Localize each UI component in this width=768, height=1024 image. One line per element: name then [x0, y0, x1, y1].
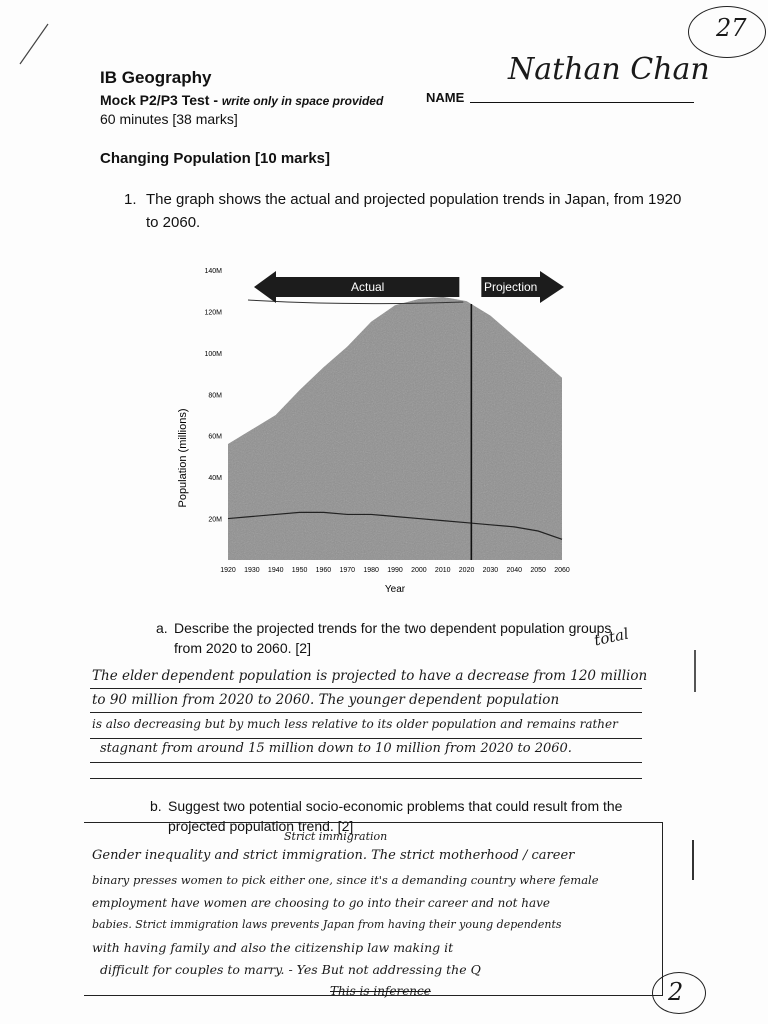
y-tick-label: 140M	[204, 268, 222, 275]
margin-note: total	[592, 624, 631, 650]
question-1-number: 1.	[124, 191, 137, 208]
x-tick-label: 2040	[506, 567, 523, 574]
x-tick-label: 1970	[339, 567, 356, 574]
y-tick-label: 80M	[208, 392, 222, 400]
subtitle-note: write only in space provided	[221, 94, 384, 108]
actual-label: Actual	[350, 280, 385, 294]
answer-a-line-2: to 90 million from 2020 to 2060. The younger dependent population	[92, 692, 560, 708]
x-tick-label: 1980	[363, 567, 379, 574]
x-tick-label: 2030	[482, 567, 499, 574]
answer-line	[90, 738, 642, 739]
y-tick-label: 20M	[208, 516, 222, 524]
x-tick-label: 2000	[411, 567, 427, 574]
question-a-letter: a.	[156, 620, 168, 636]
y-axis-label: Population (millions)	[177, 408, 189, 508]
answer-a-line-1: The elder dependent population is projected to have a decrease from 120 million	[92, 668, 648, 684]
projection-label: Projection	[483, 280, 538, 294]
answer-b-line-1: Gender inequality and strict immigration. The strict motherhood / career	[92, 848, 575, 863]
x-tick-label: 1990	[387, 567, 403, 574]
y-tick-label: 40M	[208, 475, 222, 483]
x-tick-label: 1950	[291, 567, 308, 574]
x-tick-label: 2010	[434, 567, 451, 574]
answer-b-line-4: babies. Strict immigration laws prevents Japan from having their young dependents	[92, 918, 562, 931]
answer-b-line-6: difficult for couples to marry. - Yes But not addressing the Q	[100, 962, 481, 977]
section-title: Changing Population [10 marks]	[100, 150, 331, 167]
question-b-mark: 2	[668, 978, 684, 1006]
pen-mark	[14, 20, 54, 70]
population-area-texture	[228, 297, 562, 560]
subtitle-text: Mock P2/P3 Test -	[100, 92, 222, 108]
y-tick-label: 60M	[208, 433, 222, 441]
question-a-text: Describe the projected trends for the two dependent population groups from 2020 to 2060. [2]	[174, 620, 612, 656]
x-tick-label: 2050	[530, 567, 546, 574]
margin-tick	[692, 840, 694, 880]
answer-b-line-3: employment have women are choosing to go into their career and not have	[92, 896, 551, 910]
x-axis-label: Year	[384, 584, 406, 595]
total-score: 27	[716, 14, 747, 42]
question-a	[156, 618, 631, 658]
answer-line	[90, 762, 642, 763]
name-label: NAME	[426, 90, 465, 105]
x-tick-label: 1930	[244, 567, 260, 574]
test-duration: 60 minutes [38 marks]	[100, 111, 238, 127]
answer-line	[90, 688, 642, 689]
y-tick-label: 100M	[204, 350, 222, 358]
student-name: Nathan Chan	[508, 52, 710, 87]
inserted-note: Strict immigration	[284, 830, 388, 843]
question-b-letter: b.	[150, 798, 162, 814]
x-tick-label: 2060	[554, 567, 570, 574]
answer-b-line-5: with having family and also the citizenship law making it	[92, 940, 454, 955]
x-tick-label: 2020	[458, 567, 475, 574]
answer-line	[90, 712, 642, 713]
question-1	[124, 188, 694, 234]
answer-a-line-3: is also decreasing but by much less relative to its older population and remains rather	[92, 717, 618, 731]
margin-tick	[694, 650, 696, 692]
answer-b-line-2: binary presses women to pick either one, since it's a demanding country where female	[92, 873, 599, 887]
question-1-text: The graph shows the actual and projected population trends in Japan, from 1920 to 2060.	[146, 191, 682, 231]
question-b-text: Suggest two potential socio-economic problems that could result from the projected population trend. [2]	[168, 798, 623, 834]
test-subtitle	[100, 92, 383, 108]
name-line	[470, 102, 694, 103]
answer-line	[90, 778, 642, 779]
answer-a-line-4: stagnant from around 15 million down to 10 million from 2020 to 2060.	[100, 741, 572, 756]
x-tick-label: 1920	[220, 567, 236, 574]
x-tick-label: 1940	[267, 567, 284, 574]
x-tick-label: 1960	[315, 567, 332, 574]
y-tick-label: 120M	[204, 309, 222, 317]
page-title: IB Geography	[100, 68, 212, 87]
population-chart	[170, 258, 590, 603]
teacher-feedback: This is inference	[330, 984, 431, 998]
